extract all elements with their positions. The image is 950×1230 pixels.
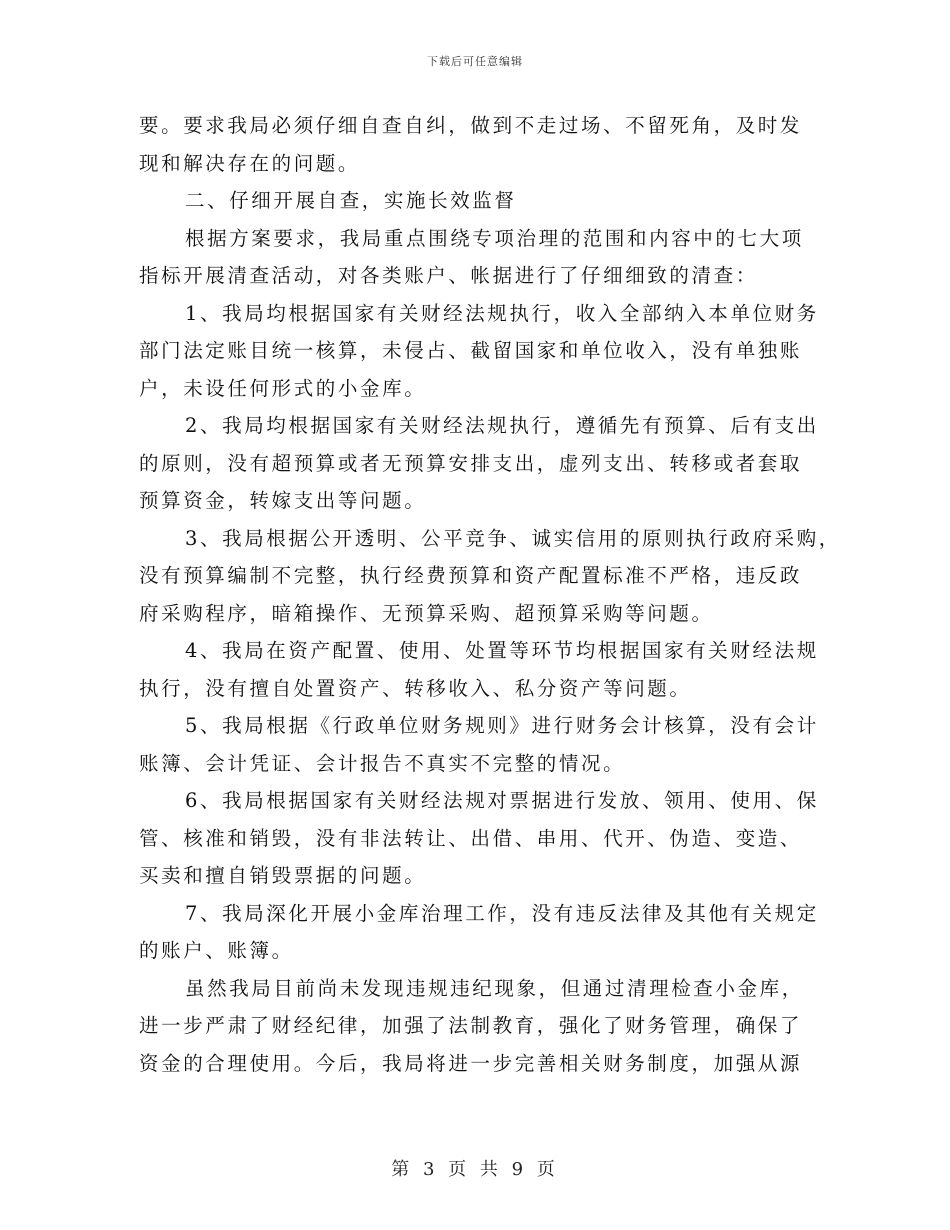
text-line: 部门法定账目统一核算，未侵占、截留国家和单位收入，没有单独账 xyxy=(139,339,803,362)
text-line: 要。要求我局必须仔细自查自纠，做到不走过场、不留死角，及时发 xyxy=(139,114,803,137)
text-line: 3、我局根据公开透明、公平竞争、诚实信用的原则执行政府采购， xyxy=(185,526,841,550)
text-line: 7、我局深化开展小金库治理工作，没有违反法律及其他有关规定 xyxy=(185,901,819,925)
text-line: 4、我局在资产配置、使用、处置等环节均根据国家有关财经法规 xyxy=(185,639,819,662)
text-line: 现和解决存在的问题。 xyxy=(139,151,361,175)
page-footer: 第 3 页 共 9 页 xyxy=(391,1159,559,1180)
text-line: 二、仔细开展自查，实施长效监督 xyxy=(185,189,517,212)
text-line: 府采购程序，暗箱操作、无预算采购、超预算采购等问题。 xyxy=(139,601,714,625)
text-line: 没有预算编制不完整，执行经费预算和资产配置标准不严格，违反政 xyxy=(139,564,803,587)
text-line: 6、我局根据国家有关财经法规对票据进行发放、领用、使用、保 xyxy=(185,789,819,812)
text-line: 进一步严肃了财经纪律，加强了法制教育，强化了财务管理，确保了 xyxy=(139,1014,803,1037)
text-line: 指标开展清查活动，对各类账户、帐据进行了仔细细致的清查： xyxy=(139,264,758,287)
text-line: 2、我局均根据国家有关财经法规执行，遵循先有预算、后有支出 xyxy=(185,414,819,437)
text-line: 5、我局根据《行政单位财务规则》进行财务会计核算，没有会计 xyxy=(185,714,819,737)
text-line: 的账户、账簿。 xyxy=(139,939,294,962)
text-line: 1、我局均根据国家有关财经法规执行，收入全部纳入本单位财务 xyxy=(185,301,819,325)
page-header: 下载后可任意编辑 xyxy=(427,55,523,68)
document-body xyxy=(139,107,841,1082)
text-line: 虽然我局目前尚未发现违规违纪现象，但通过清理检查小金库， xyxy=(185,976,804,1000)
text-line: 预算资金，转嫁支出等问题。 xyxy=(139,489,427,512)
text-line: 根据方案要求，我局重点围绕专项治理的范围和内容中的七大项 xyxy=(185,226,804,250)
text-line: 买卖和擅自销毁票据的问题。 xyxy=(139,864,427,887)
text-line: 资金的合理使用。今后，我局将进一步完善相关财务制度，加强从源 xyxy=(139,1051,803,1075)
text-line: 的原则，没有超预算或者无预算安排支出，虚列支出、转移或者套取 xyxy=(139,451,803,475)
text-line: 户，未设任何形式的小金库。 xyxy=(139,376,427,400)
text-line: 账簿、会计凭证、会计报告不真实不完整的情况。 xyxy=(139,751,626,775)
text-line: 管、核准和销毁，没有非法转让、出借、串用、代开、伪造、变造、 xyxy=(139,826,803,850)
text-line: 执行，没有擅自处置资产、转移收入、私分资产等问题。 xyxy=(139,676,692,700)
